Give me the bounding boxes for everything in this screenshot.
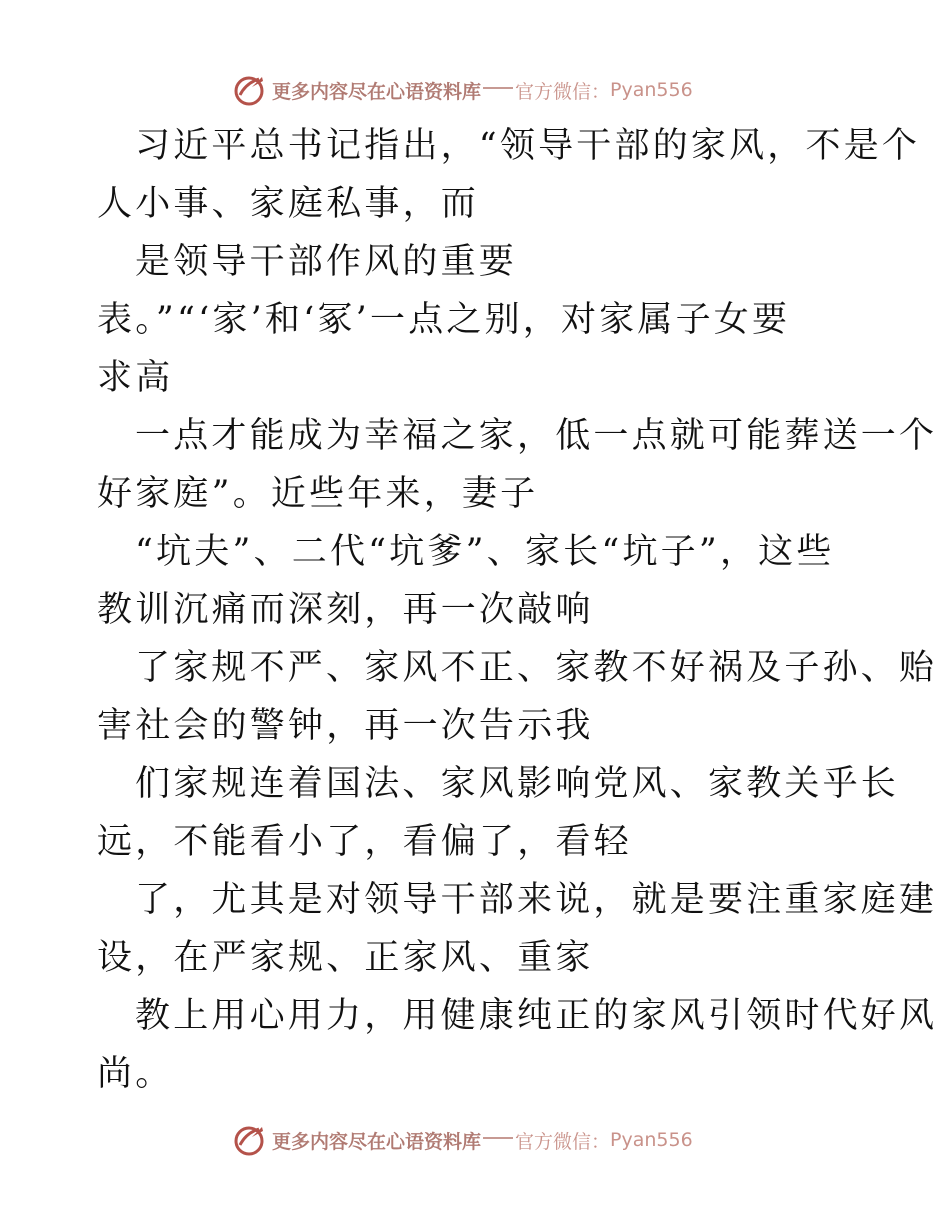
watermark-dash bbox=[483, 87, 513, 89]
watermark-site-text: 更多内容尽在心语资料库 bbox=[272, 80, 482, 103]
watermark-site-text: 更多内容尽在心语资料库 bbox=[272, 1130, 482, 1153]
watermark-dash bbox=[483, 1137, 513, 1139]
text-line: 教训沉痛而深刻，再一次敲响 bbox=[97, 590, 594, 630]
text-line: 求高 bbox=[97, 358, 174, 398]
pen-swirl-logo-icon bbox=[232, 73, 266, 107]
text-line: 了，尤其是对领导干部来说，就是要注重家庭建 bbox=[135, 880, 938, 920]
watermark-wechat-id: Pyan556 bbox=[610, 79, 693, 101]
text-line: 设，在严家规、正家风、重家 bbox=[97, 938, 594, 978]
text-line: 们家规连着国法、家风影响党风、家教关乎长 bbox=[135, 764, 900, 804]
watermark-wechat-id: Pyan556 bbox=[610, 1129, 693, 1151]
text-line: 表。”“‘家’和‘冢’一点之别，对家属子女要 bbox=[97, 300, 791, 340]
text-line: 是领导干部作风的重要 bbox=[135, 242, 518, 282]
text-line: 习近平总书记指出，“领导干部的家风，不是个 bbox=[135, 126, 921, 166]
text-line: 一点才能成为幸福之家，低一点就可能葬送一个 bbox=[135, 416, 938, 456]
watermark-wechat-label: 官方微信： bbox=[515, 1130, 611, 1153]
text-line: “坑夫”、二代“坑爹”、家长“坑子”，这些 bbox=[135, 532, 835, 572]
text-line: 了家规不严、家风不正、家教不好祸及子孙、贻 bbox=[135, 648, 938, 688]
text-line: 害社会的警钟，再一次告示我 bbox=[97, 706, 594, 746]
text-line: 人小事、家庭私事，而 bbox=[97, 184, 480, 224]
text-line: 尚。 bbox=[97, 1054, 174, 1094]
pen-swirl-logo-icon bbox=[232, 1123, 266, 1157]
header-watermark bbox=[232, 72, 722, 108]
text-line: 远，不能看小了，看偏了，看轻 bbox=[97, 822, 632, 862]
watermark-wechat-label: 官方微信： bbox=[515, 80, 611, 103]
footer-watermark bbox=[232, 1122, 722, 1158]
text-line: 教上用心用力，用健康纯正的家风引领时代好风 bbox=[135, 996, 938, 1036]
text-line: 好家庭”。近些年来，妻子 bbox=[97, 474, 539, 514]
